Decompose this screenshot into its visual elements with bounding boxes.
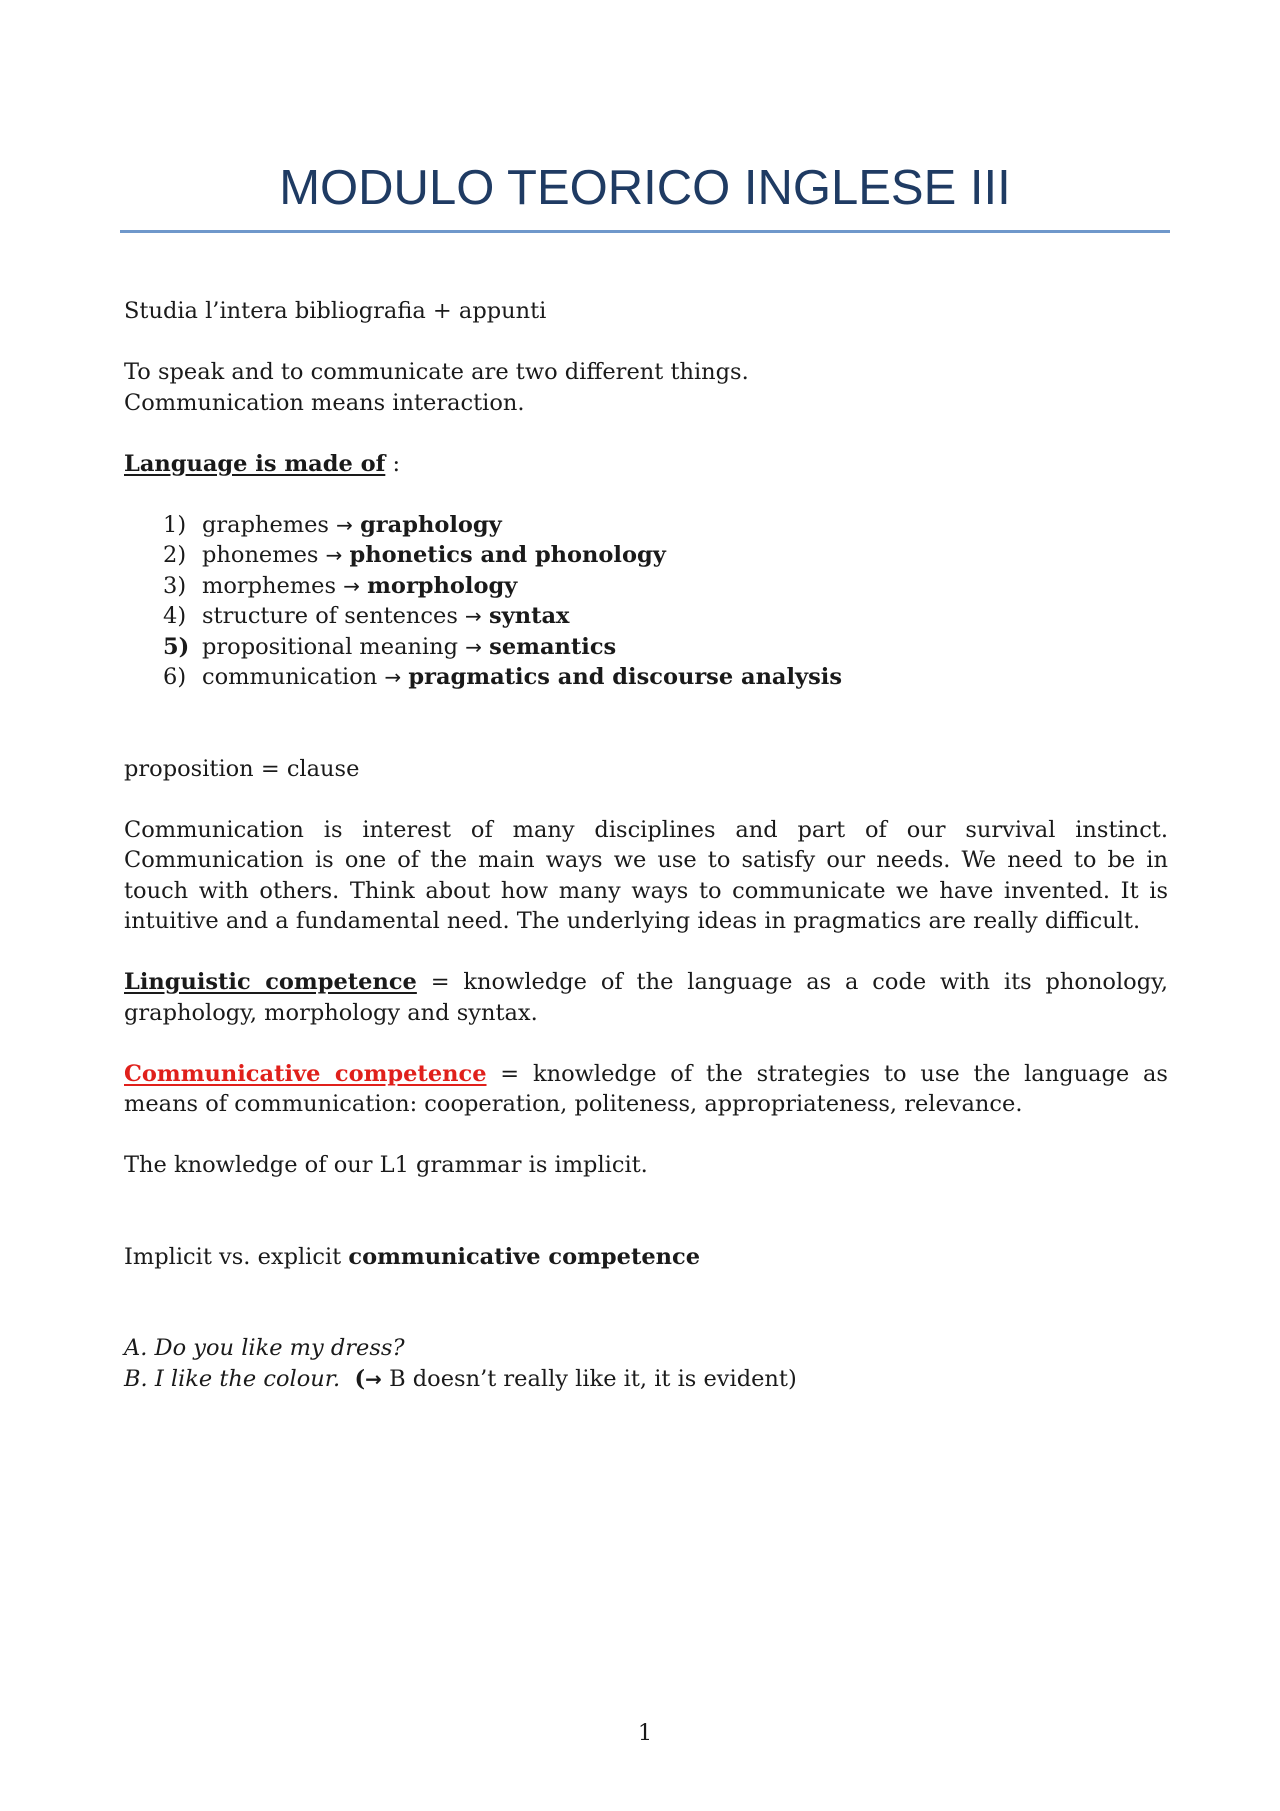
arrow-icon: → [336, 512, 353, 537]
list-item [124, 540, 1168, 571]
arrow-icon: → [343, 573, 360, 598]
arrow-icon: → [465, 604, 482, 628]
list-number: 2) [163, 542, 187, 568]
language-heading: Language is made of [124, 450, 386, 477]
language-heading-line [124, 449, 1168, 480]
page-number: 1 [637, 1720, 653, 1746]
linguistic-competence-term: Linguistic competence [124, 969, 417, 995]
implicit-explicit-prefix: Implicit vs. explicit [124, 1243, 349, 1270]
list-field: graphology [360, 511, 502, 538]
communicative-competence-definition: = knowledge of the strategies to use the language as means of communication: cooperation, politeness, appropriateness, relevance. [124, 1060, 1168, 1117]
document-body [124, 296, 1168, 1394]
list-field: morphology [367, 572, 518, 599]
communication-paragraph-line-1: Communication is interest of many disciplines and part of our survival instinct. [124, 816, 1168, 843]
list-term: structure of sentences [202, 603, 466, 629]
implicit-explicit-line [124, 1242, 1168, 1273]
communicative-competence-paragraph [124, 1059, 1168, 1120]
list-item [124, 510, 1168, 541]
arrow-icon: → [465, 634, 482, 659]
example-note-paren: ( [354, 1365, 366, 1392]
list-term: communication [202, 664, 385, 690]
list-number: 5) [163, 633, 190, 660]
speak-line-1: To speak and to communicate are two different things. [124, 359, 749, 385]
example-b [124, 1364, 1168, 1395]
list-term: graphemes [202, 511, 337, 538]
list-number: 3) [163, 572, 187, 599]
communicative-competence-term: Communicative competence [124, 1060, 487, 1087]
list-term: propositional meaning [202, 633, 466, 660]
list-term: morphemes [202, 572, 344, 599]
list-field: phonetics and phonology [349, 542, 666, 568]
list-term: phonemes [202, 542, 326, 568]
list-item [124, 632, 1168, 663]
communication-paragraph: Communication is one of the main ways we use to satisfy our needs. We need to be in touch with others. Think about how many ways to communicate we have invented. It is intuitive and a fundamental need. The underlying ideas in pragmatics are really difficult. [124, 847, 1168, 934]
example-note: B doesn’t really like it, it is evident) [381, 1365, 797, 1392]
title-underline [120, 230, 1170, 233]
list-item [124, 601, 1168, 632]
arrow-icon: → [384, 665, 402, 689]
list-field: syntax [488, 603, 570, 629]
list-field: semantics [489, 633, 617, 660]
intro-line: Studia l’intera bibliografia + appunti [124, 298, 547, 324]
list-number: 1) [163, 511, 187, 538]
list-field: pragmatics and discourse analysis [408, 664, 843, 690]
implicit-explicit-bold: communicative competence [348, 1243, 701, 1270]
proposition-line: proposition = clause [124, 755, 360, 782]
list-item [124, 571, 1168, 602]
example-a [124, 1333, 1168, 1364]
language-heading-colon: : [385, 450, 401, 477]
speak-line-2: Communication means interaction. [124, 389, 525, 416]
arrow-icon: → [325, 543, 343, 567]
list-number: 6) [163, 664, 187, 690]
example-a-text: A. Do you like my dress? [124, 1335, 405, 1361]
list-number: 4) [163, 603, 187, 629]
linguistic-competence-paragraph [124, 967, 1168, 1028]
example-b-text: B. I like the colour. [124, 1365, 341, 1392]
language-list [124, 510, 1168, 693]
page-title: MODULO TEORICO INGLESE III [279, 161, 1011, 215]
arrow-icon: → [365, 1366, 382, 1391]
linguistic-competence-definition: = knowledge of the language as a code with its phonology, graphology, morphology and syntax. [124, 969, 1169, 1026]
list-item [124, 662, 1168, 693]
l1-grammar-line: The knowledge of our L1 grammar is implicit. [124, 1152, 648, 1178]
